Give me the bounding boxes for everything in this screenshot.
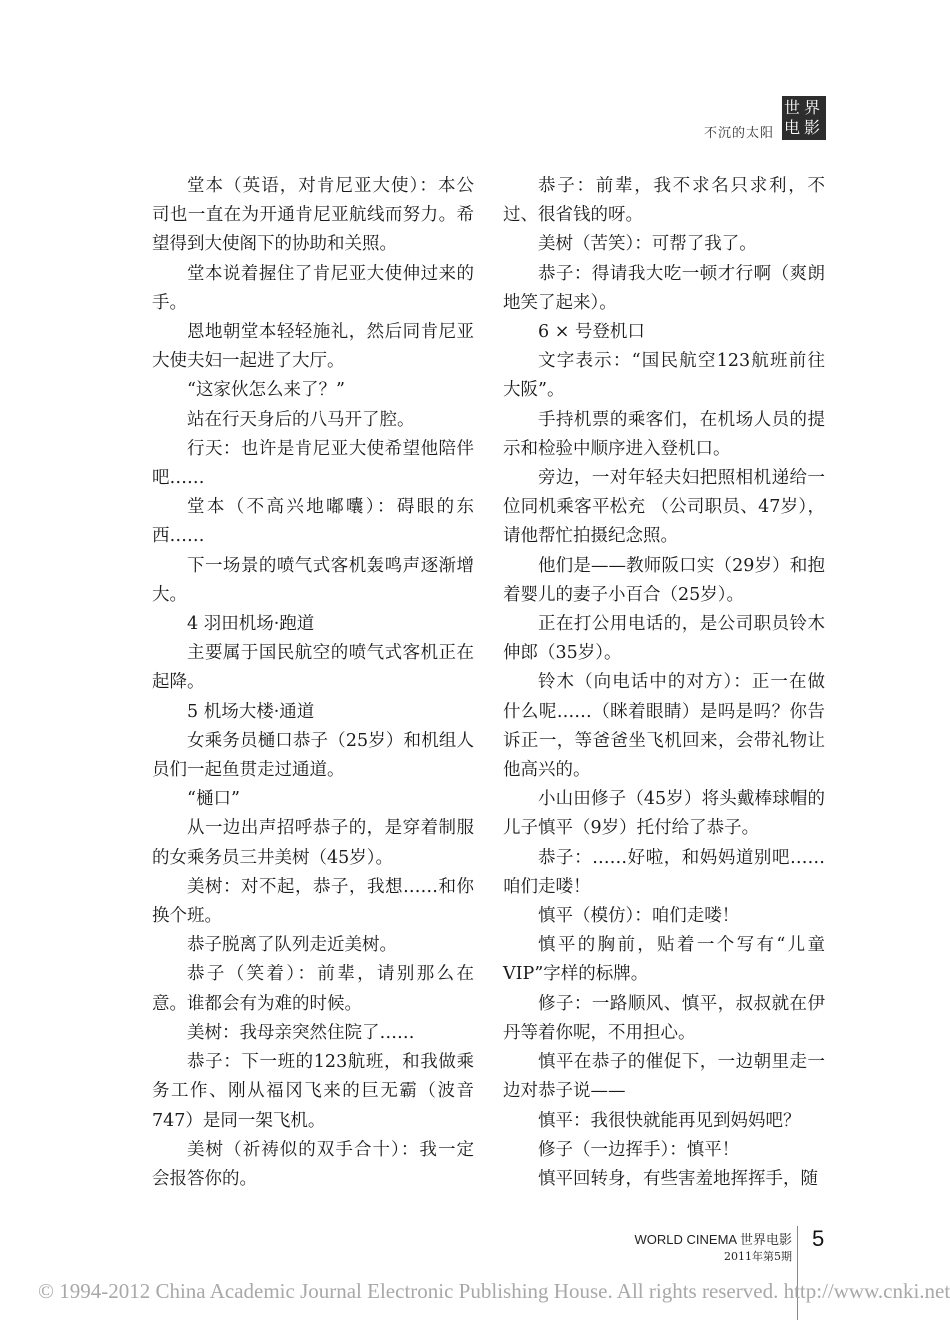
paragraph: 行天：也许是肯尼亚大使希望他陪伴吧……: [152, 438, 474, 489]
paragraph: 修子（一边挥手）：慎平！: [538, 1139, 740, 1160]
paragraph: 女乘务员樋口恭子（25岁）和机组人员们一起鱼贯走过通道。: [152, 730, 474, 781]
scene-heading: 6 × 号登机口: [538, 322, 645, 343]
paragraph: 慎平回转身，有些害羞地挥挥手，随: [538, 1168, 818, 1189]
paragraph: 恭子：前辈，我不求名只求利，不过、很省钱的呀。: [503, 176, 825, 226]
paragraph: 旁边，一对年轻夫妇把照相机递给一位同机乘客平松充 （公司职员、47岁），请他帮忙拍摄纪念照。: [503, 468, 825, 547]
paragraph: 美树（苦笑）：可帮了我了。: [538, 234, 757, 255]
paragraph: 堂本（英语，对肯尼亚大使）：本公司也一直在为开通肯尼亚航线而努力。希望得到大使阁下的协助和关照。: [152, 176, 474, 255]
scene-heading: 4 羽田机场·跑道: [187, 614, 315, 635]
paragraph: 恭子（笑着）：前辈，请别那么在意。谁都会有为难的时候。: [152, 964, 474, 1014]
page-header: [0, 0, 950, 150]
page-number: 5: [812, 1226, 825, 1251]
copyright-notice: © 1994-2012 China Academic Journal Electronic Publishing House. All rights reserved. http://www.cnki.net: [38, 1279, 950, 1303]
paragraph: 恭子：下一班的123航班，和我做乘务工作、刚从福冈飞来的巨无霸（波音747）是同一架飞机。: [152, 1052, 474, 1131]
logo-line-2: 电影: [783, 118, 824, 137]
paragraph: 慎平（模仿）：咱们走喽！: [538, 906, 740, 927]
paragraph: 美树：对不起，恭子，我想……和你换个班。: [152, 876, 474, 927]
paragraph: 恭子：……好啦，和妈妈道别吧……咱们走喽！: [503, 847, 825, 897]
footer-magazine-title: WORLD CINEMA 世界电影: [634, 1232, 792, 1247]
paragraph: 恭子脱离了队列走近美树。: [187, 935, 397, 956]
logo-line-1: 世界: [783, 98, 824, 117]
paragraph: 慎平：我很快就能再见到妈妈吧？: [538, 1110, 801, 1131]
left-column: [152, 172, 474, 1194]
paragraph: 铃木（向电话中的对方）：正一在做什么呢……（眯着眼睛）是吗是吗？你告诉正一，等爸爸坐飞机回来，会带礼物让他高兴的。: [503, 672, 825, 781]
magazine-logo: [782, 96, 826, 140]
footer-issue: 2011年第5期: [724, 1250, 792, 1263]
paragraph: 修子：一路顺风、慎平，叔叔就在伊丹等着你呢，不用担心。: [503, 993, 825, 1043]
running-title: 不沉的太阳: [703, 126, 774, 141]
paragraph: 慎平在恭子的催促下，一边朝里走一边对恭子说——: [503, 1052, 825, 1102]
paragraph: 下一场景的喷气式客机轰鸣声逐渐增大。: [152, 555, 474, 605]
right-column: [503, 172, 825, 1194]
paragraph: 正在打公用电话的，是公司职员铃木伸郎（35岁）。: [503, 614, 825, 664]
paragraph: 从一边出声招呼恭子的，是穿着制服的女乘务员三井美树（45岁）。: [152, 818, 474, 868]
paragraph: 文字表示：“国民航空123航班前往大阪”。: [503, 351, 825, 401]
paragraph: 美树：我母亲突然住院了……: [187, 1022, 415, 1043]
paragraph: 小山田修子（45岁）将头戴棒球帽的儿子慎平（9岁）托付给了恭子。: [503, 789, 825, 839]
paragraph: 美树（祈祷似的双手合十）：我一定会报答你的。: [152, 1139, 474, 1189]
paragraph: 慎平的胸前，贴着一个写有“儿童VIP”字样的标牌。: [503, 935, 825, 985]
paragraph: 手持机票的乘客们，在机场人员的提示和检验中顺序进入登机口。: [503, 409, 825, 459]
paragraph: 恩地朝堂本轻轻施礼，然后同肯尼亚大使夫妇一起进了大厅。: [152, 322, 474, 372]
paragraph: 恭子：得请我大吃一顿才行啊（爽朗地笑了起来）。: [503, 263, 825, 313]
scene-heading: 5 机场大楼·通道: [187, 701, 315, 722]
paragraph: 主要属于国民航空的喷气式客机正在起降。: [152, 643, 474, 693]
paragraph: 堂本说着握住了肯尼亚大使伸过来的手。: [152, 263, 474, 313]
footer-divider: [797, 1226, 798, 1320]
paragraph: 他们是——教师阪口实（29岁）和抱着婴儿的妻子小百合（25岁）。: [503, 555, 825, 605]
paragraph: 堂本（不高兴地嘟囔）：碍眼的东西……: [152, 497, 474, 547]
paragraph: “这家伙怎么来了？”: [187, 380, 345, 401]
paragraph: “樋口”: [187, 789, 240, 810]
paragraph: 站在行天身后的八马开了腔。: [187, 409, 415, 430]
